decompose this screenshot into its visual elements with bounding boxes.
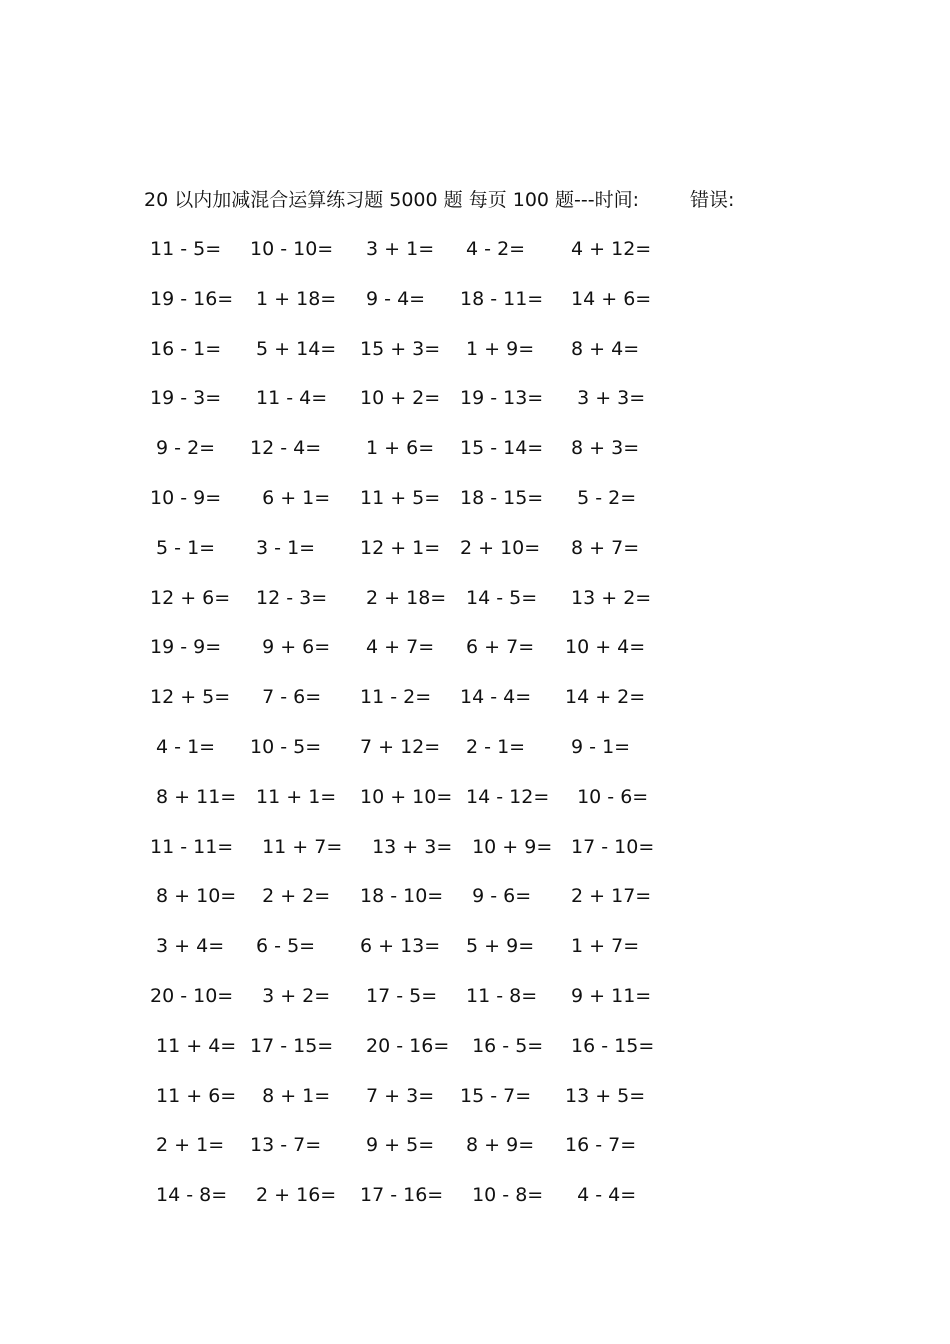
problem-row [144, 682, 704, 732]
problem-item: 19 - 16= [150, 287, 234, 310]
problem-item: 15 - 14= [460, 437, 544, 460]
problem-item: 18 - 10= [360, 885, 444, 908]
problem-item: 4 - 1= [150, 735, 216, 758]
problem-row [144, 832, 704, 882]
problem-item: 11 - 11= [150, 835, 234, 858]
problem-item: 16 - 1= [150, 337, 222, 360]
problem-item: 19 - 3= [150, 387, 222, 410]
problem-item: 10 - 9= [150, 486, 222, 509]
problem-item: 14 - 12= [460, 785, 550, 808]
problem-row [144, 881, 704, 931]
problem-row [144, 583, 704, 633]
problem-item: 1 + 18= [250, 287, 337, 310]
problem-item: 3 + 1= [360, 238, 435, 260]
problem-item: 9 - 6= [460, 885, 532, 908]
problem-item: 16 - 7= [565, 1134, 637, 1157]
problem-item: 20 - 10= [150, 984, 234, 1007]
problem-item: 13 + 5= [565, 1084, 646, 1107]
problem-grid [144, 234, 704, 1230]
problem-item: 15 + 3= [360, 337, 441, 360]
problem-item: 10 + 9= [460, 835, 553, 858]
problem-item: 11 - 4= [250, 387, 328, 410]
problem-item: 4 + 7= [360, 636, 435, 659]
problem-item: 2 + 2= [250, 885, 331, 908]
problem-item: 2 + 16= [250, 1184, 337, 1207]
problem-item: 11 + 7= [250, 835, 343, 858]
problem-item: 7 + 12= [360, 735, 441, 758]
problem-item: 18 - 15= [460, 486, 544, 509]
problem-row [144, 334, 704, 384]
problem-item: 2 - 1= [460, 735, 526, 758]
problem-item: 6 + 13= [360, 935, 441, 958]
problem-item: 7 - 6= [250, 686, 322, 709]
problem-row [144, 1081, 704, 1131]
problem-item: 17 - 5= [360, 984, 438, 1007]
problem-item: 10 - 6= [565, 785, 649, 808]
problem-item: 15 - 7= [460, 1084, 532, 1107]
problem-item: 10 + 2= [360, 387, 441, 410]
problem-row [144, 1031, 704, 1081]
problem-item: 9 - 2= [150, 437, 216, 460]
problem-item: 8 + 10= [150, 885, 237, 908]
problem-row [144, 1180, 704, 1230]
problem-item: 3 + 2= [250, 984, 331, 1007]
problem-row [144, 931, 704, 981]
problem-item: 8 + 11= [150, 785, 237, 808]
problem-item: 4 - 4= [565, 1184, 637, 1207]
problem-item: 2 + 17= [565, 885, 652, 908]
problem-item: 9 + 5= [360, 1134, 435, 1157]
problem-item: 3 - 1= [250, 536, 316, 559]
errors-label: 错误: [690, 189, 735, 211]
problem-item: 8 + 7= [565, 536, 640, 559]
problem-row [144, 383, 704, 433]
problem-item: 16 - 5= [460, 1034, 544, 1057]
problem-item: 1 + 6= [360, 437, 435, 460]
problem-item: 19 - 9= [150, 636, 222, 659]
problem-item: 12 - 4= [250, 437, 322, 460]
problem-item: 17 - 16= [360, 1184, 444, 1207]
problem-item: 5 - 2= [565, 486, 637, 509]
problem-item: 3 + 4= [150, 935, 225, 958]
problem-item: 10 - 10= [250, 238, 334, 260]
problem-item: 6 + 7= [460, 636, 535, 659]
problem-row [144, 234, 704, 284]
problem-item: 9 - 4= [360, 287, 426, 310]
problem-item: 18 - 11= [460, 287, 544, 310]
problem-item: 9 - 1= [565, 735, 631, 758]
problem-item: 10 + 4= [565, 636, 646, 659]
problem-item: 10 + 10= [360, 785, 453, 808]
worksheet-title: 20 以内加减混合运算练习题 5000 题 每页 100 题---时间: [144, 189, 640, 211]
problem-item: 4 - 2= [460, 238, 526, 260]
problem-item: 11 + 1= [250, 785, 337, 808]
problem-item: 2 + 10= [460, 536, 541, 559]
problem-item: 11 - 5= [150, 238, 222, 260]
problem-row [144, 981, 704, 1031]
problem-item: 8 + 4= [565, 337, 640, 360]
problem-item: 12 - 3= [250, 586, 328, 609]
problem-item: 3 + 3= [565, 387, 646, 410]
problem-item: 13 + 2= [565, 586, 652, 609]
problem-item: 11 - 8= [460, 984, 538, 1007]
problem-row [144, 433, 704, 483]
problem-item: 2 + 1= [150, 1134, 225, 1157]
problem-item: 14 + 2= [565, 686, 646, 709]
problem-item: 14 - 8= [150, 1184, 228, 1207]
problem-item: 6 - 5= [250, 935, 316, 958]
problem-item: 6 + 1= [250, 486, 331, 509]
problem-item: 5 + 9= [460, 935, 535, 958]
problem-item: 8 + 1= [250, 1084, 331, 1107]
problem-item: 19 - 13= [460, 387, 544, 410]
problem-item: 4 + 12= [565, 238, 652, 260]
problem-item: 14 + 6= [565, 287, 652, 310]
problem-item: 11 - 2= [360, 686, 432, 709]
problem-item: 12 + 1= [360, 536, 441, 559]
problem-item: 1 + 7= [565, 935, 640, 958]
problem-item: 8 + 3= [565, 437, 640, 460]
problem-row [144, 782, 704, 832]
problem-item: 13 - 7= [250, 1134, 322, 1157]
problem-row [144, 533, 704, 583]
problem-item: 2 + 18= [360, 586, 447, 609]
problem-item: 16 - 15= [565, 1034, 655, 1057]
problem-item: 5 - 1= [150, 536, 216, 559]
problem-item: 9 + 11= [565, 984, 652, 1007]
problem-item: 17 - 10= [565, 835, 655, 858]
problem-item: 9 + 6= [250, 636, 331, 659]
problem-row [144, 632, 704, 682]
problem-item: 17 - 15= [250, 1034, 334, 1057]
problem-item: 8 + 9= [460, 1134, 535, 1157]
problem-item: 20 - 16= [360, 1034, 450, 1057]
problem-item: 13 + 3= [360, 835, 453, 858]
problem-item: 11 + 4= [150, 1034, 237, 1057]
problem-row [144, 1130, 704, 1180]
problem-row [144, 483, 704, 533]
problem-item: 11 + 5= [360, 486, 441, 509]
problem-item: 1 + 9= [460, 337, 535, 360]
problem-item: 10 - 8= [460, 1184, 544, 1207]
problem-item: 5 + 14= [250, 337, 337, 360]
problem-item: 7 + 3= [360, 1084, 435, 1107]
problem-item: 14 - 5= [460, 586, 538, 609]
problem-item: 14 - 4= [460, 686, 532, 709]
problem-item: 12 + 6= [150, 586, 231, 609]
problem-row [144, 732, 704, 782]
problem-row [144, 284, 704, 334]
problem-item: 11 + 6= [150, 1084, 237, 1107]
problem-item: 10 - 5= [250, 735, 322, 758]
problem-item: 12 + 5= [150, 686, 231, 709]
